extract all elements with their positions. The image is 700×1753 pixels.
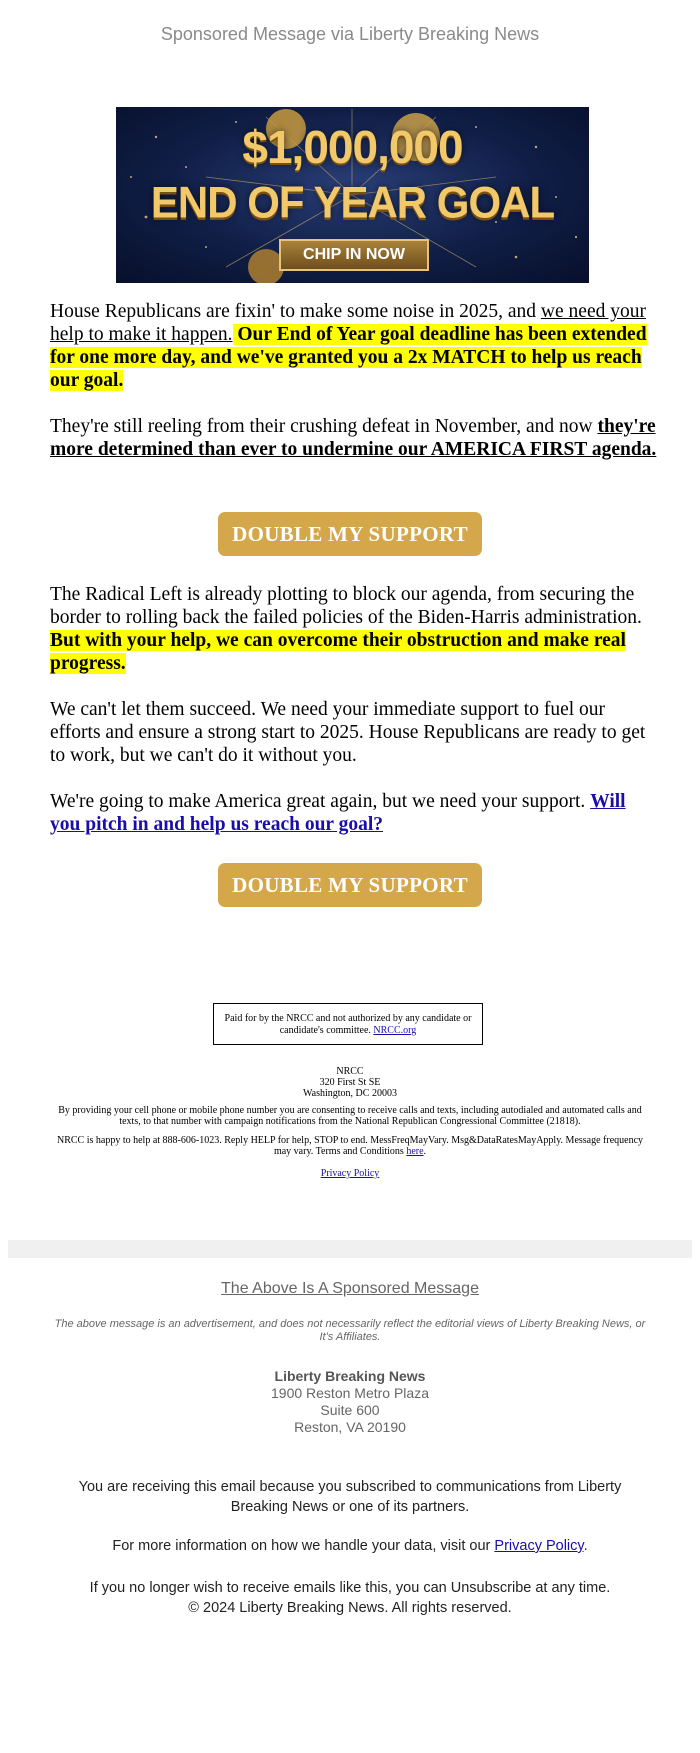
- goal-banner-image[interactable]: [116, 107, 589, 283]
- sponsor-line: Sponsored Message via Liberty Breaking News: [160, 24, 540, 44]
- paragraph-pitch-in: [50, 790, 660, 836]
- nrcc-address: [50, 1066, 650, 1099]
- org-name: NRCC: [336, 1066, 364, 1077]
- double-support-button-1[interactable]: DOUBLE MY SUPPORT: [218, 512, 482, 556]
- pitch-in-text: We're going to make America great again, but we need your support.: [50, 791, 591, 812]
- address-line-3: Reston, VA 20190: [294, 1419, 406, 1435]
- intro-underlined: we need your help to make it happen.: [50, 301, 646, 345]
- nrcc-link[interactable]: NRCC.org: [373, 1025, 417, 1036]
- legal-privacy-link[interactable]: Privacy Policy: [320, 1168, 380, 1179]
- receiving-notice: You are receiving this email because you subscribed to communications from Liberty Breaking News or one of its partners.: [78, 1479, 622, 1515]
- copyright: © 2024 Liberty Breaking News. All rights reserved.: [188, 1600, 512, 1616]
- editorial-disclaimer: The above message is an advertisement, and does not necessarily reflect the editorial views of Liberty Breaking News, or It's Affiliates.: [54, 1318, 646, 1343]
- paid-for-text: Paid for by the NRCC and not authorized by any candidate or candidate's committee.: [224, 1013, 472, 1036]
- consent-text: By providing your cell phone or mobile phone number you are consenting to receive calls and texts, including autodialed and automated calls and texts, to that number with campaign notifications from the National Republican Congressional Committee (21818).: [58, 1105, 642, 1127]
- chip-in-button[interactable]: CHIP IN NOW: [279, 239, 429, 271]
- paragraph-succeed: We can't let them succeed. We need your immediate support to fuel our efforts and ensure a strong start to 2025. House Republicans are ready to get to work, but we can't do it without you.: [50, 699, 646, 766]
- data-notice-text: For more information on how we handle your data, visit our: [112, 1538, 495, 1554]
- address-line-1: 1900 Reston Metro Plaza: [271, 1385, 429, 1401]
- footer-divider: [8, 1240, 692, 1258]
- help-text: [50, 1135, 650, 1157]
- banner-goal: END OF YEAR GOAL: [150, 177, 555, 228]
- paragraph-defeat: [50, 415, 660, 461]
- company-address: [0, 1368, 700, 1436]
- legal-privacy: [50, 1168, 650, 1179]
- banner-amount: $1,000,000: [242, 121, 463, 173]
- help-period: .: [423, 1146, 427, 1157]
- address-line-2: Suite 600: [320, 1402, 380, 1418]
- defeat-text: They're still reeling from their crushing defeat in November, and now: [50, 416, 598, 437]
- pitch-in-link[interactable]: Will you pitch in and help us reach our goal?: [50, 791, 626, 835]
- company-name: Liberty Breaking News: [274, 1368, 426, 1384]
- help-text-body: NRCC is happy to help at 888-606-1023. Reply HELP for help, STOP to end. MessFreqMayVary. Msg&DataRatesMayApply. Message frequency may vary. Terms and Conditions: [56, 1135, 644, 1157]
- org-city: Washington, DC 20003: [303, 1088, 397, 1099]
- data-notice: [60, 1536, 640, 1556]
- radical-left-text: The Radical Left is already plotting to block our agenda, from securing the border to rolling back the failed policies of the Biden-Harris administration.: [50, 584, 642, 628]
- radical-left-highlight: But with your help, we can overcome their obstruction and make real progress.: [50, 630, 626, 674]
- unsubscribe-notice: If you no longer wish to receive emails like this, you can Unsubscribe at any time.: [89, 1580, 611, 1596]
- defeat-emphasis: they're more determined than ever to undermine our AMERICA FIRST agenda.: [50, 416, 657, 460]
- sponsored-message-title[interactable]: The Above Is A Sponsored Message: [221, 1280, 479, 1297]
- footer-privacy-link[interactable]: Privacy Policy: [494, 1538, 584, 1554]
- org-street: 320 First St SE: [319, 1077, 381, 1088]
- data-notice-period: .: [583, 1538, 588, 1554]
- paid-for-box: [213, 1003, 483, 1045]
- paragraph-radical-left: [50, 583, 660, 675]
- terms-here-link[interactable]: here: [406, 1146, 424, 1157]
- double-support-button-2[interactable]: DOUBLE MY SUPPORT: [218, 863, 482, 907]
- intro-highlight: Our End of Year goal deadline has been extended for one more day, and we've granted you a 2x MATCH to help us reach our goal.: [50, 324, 647, 391]
- intro-text: House Republicans are fixin' to make some noise in 2025, and: [50, 301, 541, 322]
- paragraph-intro: [50, 300, 660, 392]
